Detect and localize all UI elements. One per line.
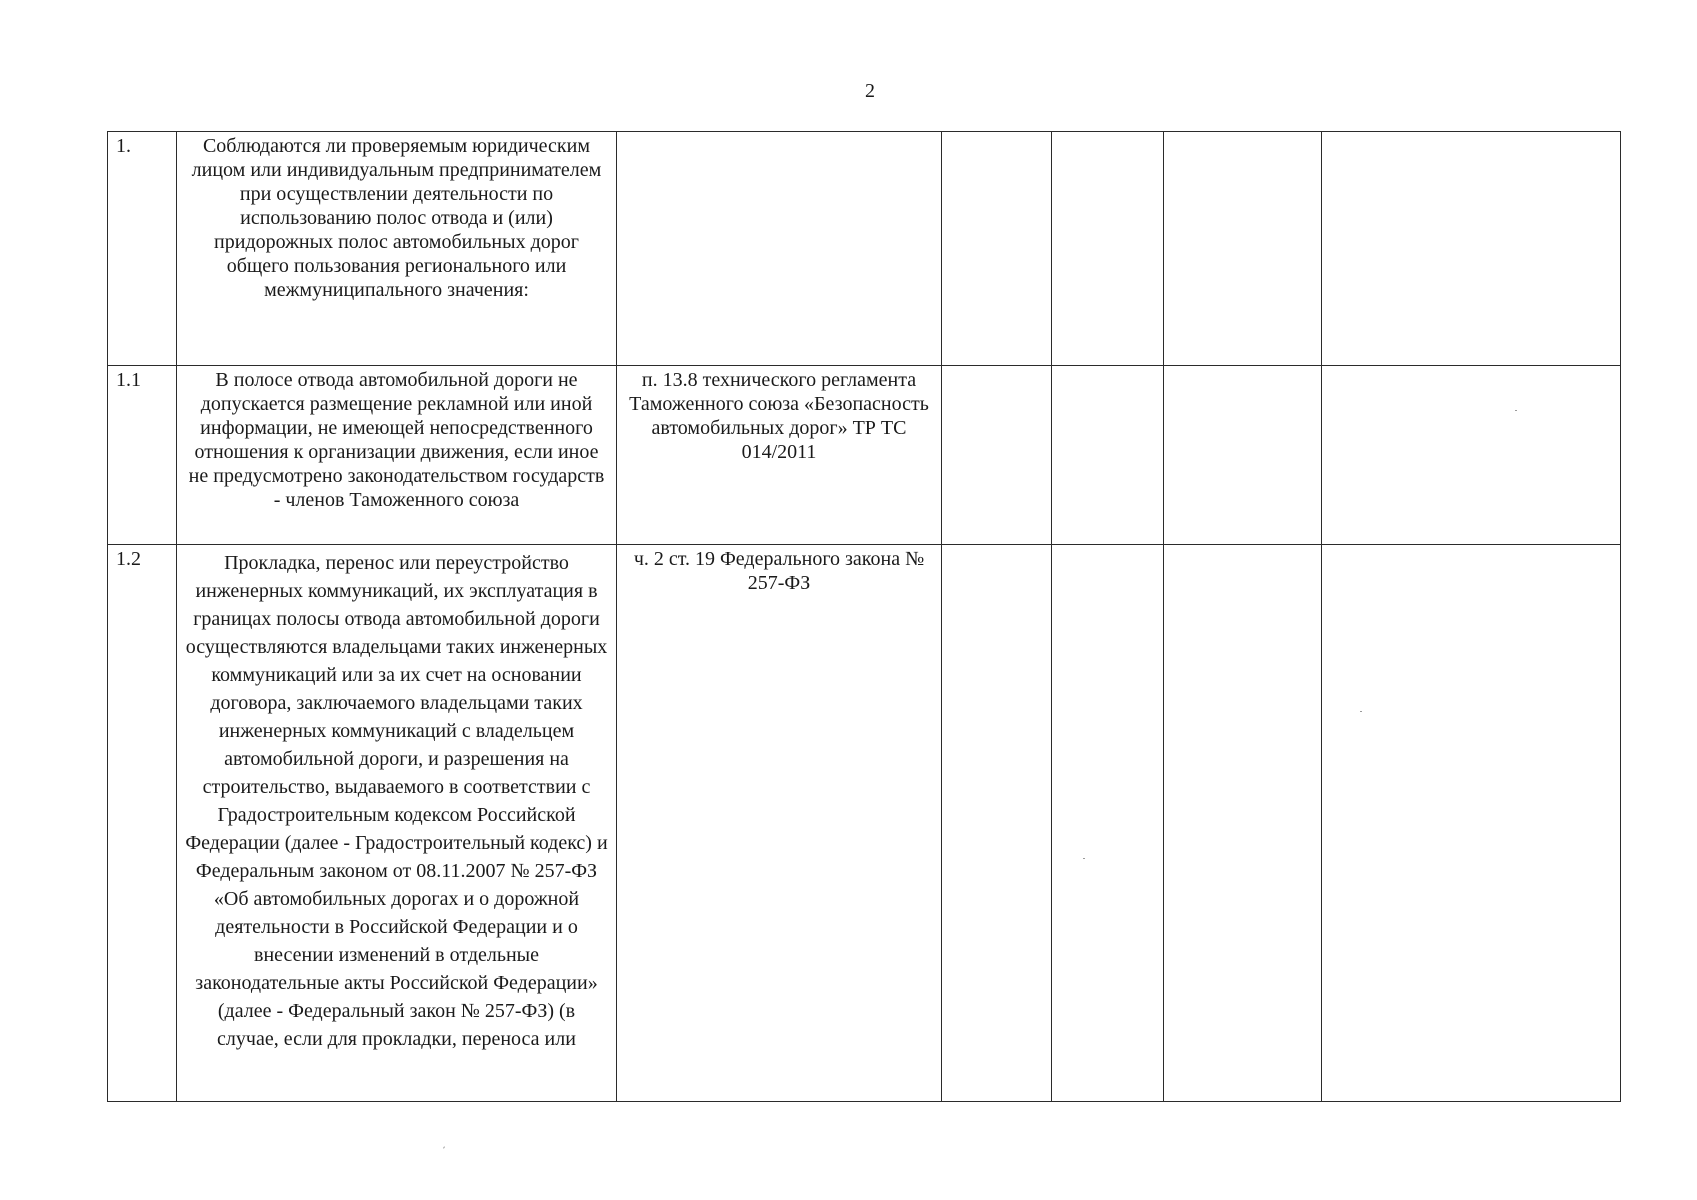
requirement-text: Соблюдаются ли проверяемым юридическим лицом или индивидуальным предпринимателем при осуществлении деятельности по использованию полос отвода и (или) придорожных полос автомобильных дорог общего пользования регионального или межмуниципального значения: <box>177 132 617 366</box>
table-row <box>108 545 1621 1102</box>
answer-cell-not-applicable <box>1164 545 1322 1102</box>
answer-cell-not-applicable <box>1164 366 1322 545</box>
table-row <box>108 366 1621 545</box>
row-number: 1. <box>108 132 177 366</box>
answer-cell-yes <box>942 545 1052 1102</box>
answer-cell-yes <box>942 366 1052 545</box>
requirement-text: Прокладка, перенос или переустройство инженерных коммуникаций, их эксплуатация в границах полосы отвода автомобильной дороги осуществляются владельцами таких инженерных коммуникаций или за их счет на основании договора, заключаемого владельцами таких инженерных коммуникаций с владельцем автомобильной дороги, и разрешения на строительство, выдаваемого в соответствии с Градостроительным кодексом Российской Федерации (далее - Градостроительный кодекс) и Федеральным законом от 08.11.2007 № 257-ФЗ «Об автомобильных дорогах и о дорожной деятельности в Российской Федерации и о внесении изменений в отдельные законодательные акты Российской Федерации» (далее - Федеральный закон № 257-ФЗ) (в случае, если для прокладки, переноса или <box>177 545 617 1102</box>
answer-cell-no <box>1052 132 1164 366</box>
legal-reference <box>617 132 942 366</box>
checklist-table <box>107 131 1621 1102</box>
notes-cell <box>1322 545 1621 1102</box>
scan-speck <box>1515 410 1517 411</box>
scan-speck <box>443 1146 445 1148</box>
requirement-text: В полосе отвода автомобильной дороги не допускается размещение рекламной или иной информации, не имеющей непосредственного отношения к организации движения, если иное не предусмотрено законодательством государств - членов Таможенного союза <box>177 366 617 545</box>
notes-cell <box>1322 132 1621 366</box>
legal-reference: ч. 2 ст. 19 Федерального закона № 257-ФЗ <box>617 545 942 1102</box>
answer-cell-no <box>1052 366 1164 545</box>
scan-speck <box>1083 858 1085 859</box>
table-row <box>108 132 1621 366</box>
notes-cell <box>1322 366 1621 545</box>
legal-reference: п. 13.8 технического регламента Таможенного союза «Безопасность автомобильных дорог» ТР ТС 014/2011 <box>617 366 942 545</box>
scan-speck <box>1360 711 1362 712</box>
page-number: 2 <box>865 80 875 102</box>
row-number: 1.2 <box>108 545 177 1102</box>
answer-cell-not-applicable <box>1164 132 1322 366</box>
answer-cell-no <box>1052 545 1164 1102</box>
answer-cell-yes <box>942 132 1052 366</box>
row-number: 1.1 <box>108 366 177 545</box>
